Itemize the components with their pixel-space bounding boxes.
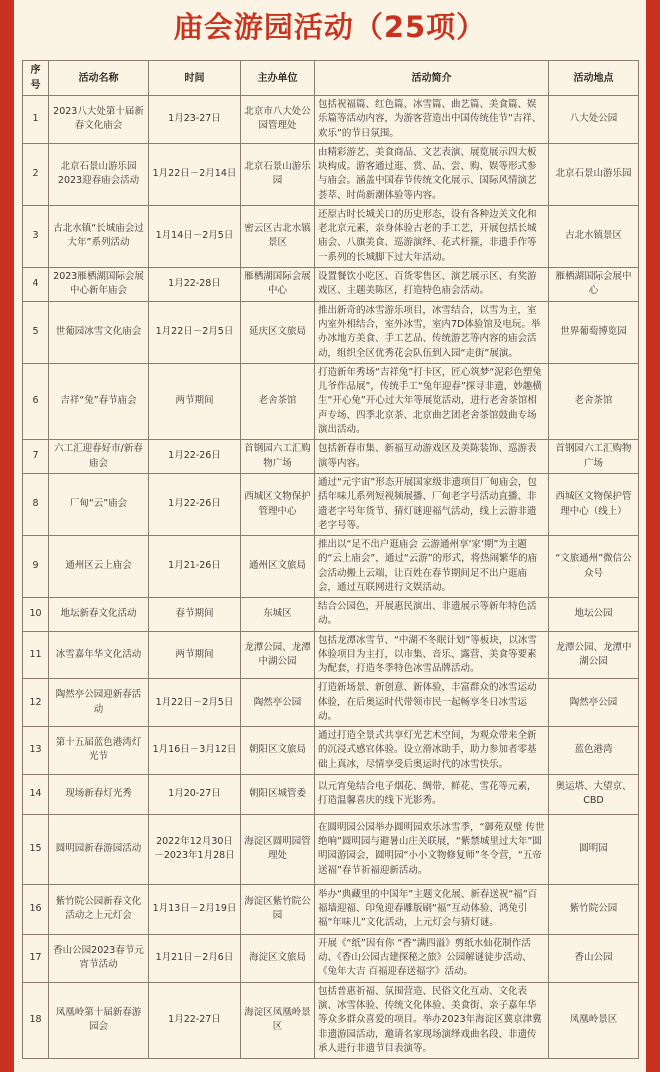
cell-host: 北京石景山游乐园 bbox=[241, 143, 315, 205]
cell-host: 海淀区文旅局 bbox=[241, 934, 315, 982]
cell-no: 12 bbox=[23, 679, 49, 727]
cell-time: 1月21-26日 bbox=[149, 536, 241, 598]
cell-venue: “文旅通州”微信公众号 bbox=[549, 536, 639, 598]
cell-name: 2023雁栖湖国际会展中心新年庙会 bbox=[49, 267, 149, 301]
cell-venue: 地坛公园 bbox=[549, 598, 639, 632]
header-name: 活动名称 bbox=[49, 61, 149, 96]
cell-no: 7 bbox=[23, 440, 49, 474]
cell-time: 1月16日－3月12日 bbox=[149, 727, 241, 775]
table-row bbox=[23, 474, 639, 536]
cell-host: 龙潭公园、龙潭中湖公园 bbox=[241, 631, 315, 679]
cell-venue: 雁栖湖国际会展中心 bbox=[549, 267, 639, 301]
cell-no: 9 bbox=[23, 536, 49, 598]
cell-time: 1月22-27日 bbox=[149, 982, 241, 1058]
cell-name: 古北水镇“长城庙会过大年”系列活动 bbox=[49, 205, 149, 267]
cell-no: 6 bbox=[23, 363, 49, 439]
cell-name: 圆明园新春游园活动 bbox=[49, 814, 149, 884]
cell-name: 凤凰岭第十届新春游园会 bbox=[49, 982, 149, 1058]
cell-time: 1月14日－2月5日 bbox=[149, 205, 241, 267]
table-row bbox=[23, 301, 639, 363]
table-row bbox=[23, 631, 639, 679]
cell-name: 陶然亭公园迎新春活动 bbox=[49, 679, 149, 727]
cell-host: 朝阳区城管委 bbox=[241, 774, 315, 814]
cell-desc: 包括龙潭冰雪节、“中湖不冬眠计划”等板块，以冰雪体验项目为主打，以市集、音乐、露营、美食等要素为配套，打造冬季特色冰雪品牌活动。 bbox=[315, 631, 549, 679]
cell-name: 紫竹院公园新春文化活动之上元灯会 bbox=[49, 884, 149, 934]
cell-venue: 北京石景山游乐园 bbox=[549, 143, 639, 205]
cell-no: 15 bbox=[23, 814, 49, 884]
cell-time: 2022年12月30日－2023年1月28日 bbox=[149, 814, 241, 884]
cell-venue: 圆明园 bbox=[549, 814, 639, 884]
cell-time: 1月22日－2月14日 bbox=[149, 143, 241, 205]
cell-desc: 推出以“足不出户逛庙会 云游通州享‘家’期”为主题的“云上庙会”，通过“云游”的形式，将热闹繁华的庙会活动搬上云端，让百姓在春节期间足不出户逛庙会，通过互联网进行文娱活动。 bbox=[315, 536, 549, 598]
page-title: 庙会游园活动（25项） bbox=[173, 10, 487, 44]
table-row bbox=[23, 982, 639, 1058]
cell-time: 1月20-27日 bbox=[149, 774, 241, 814]
cell-host: 东城区 bbox=[241, 598, 315, 632]
cell-host: 朝阳区文旅局 bbox=[241, 727, 315, 775]
cell-venue: 老舍茶馆 bbox=[549, 363, 639, 439]
cell-desc: 通过打造全景式共享灯光艺术空间，为观众带来全新的沉浸式感官体验。设立滑冰助手，助力参加者零基础上真冰，尽情享受后奥运时代的冰雪快乐。 bbox=[315, 727, 549, 775]
cell-venue: 八大处公园 bbox=[549, 96, 639, 144]
cell-time: 1月22-26日 bbox=[149, 474, 241, 536]
cell-desc: 举办“典藏里的中国年”主题文化展、新春送祝“福”百福墙迎福、印兔迎春雕版刷“福”互动体验、鸿兔引福“年味儿”文化活动，上元灯会与猜灯谜。 bbox=[315, 884, 549, 934]
cell-venue: 世界葡萄博览园 bbox=[549, 301, 639, 363]
cell-host: 雁栖湖国际会展中心 bbox=[241, 267, 315, 301]
cell-desc: 包括普惠祈福、氛围营造、民俗文化互动、文化表演、冰雪体验、传统文化体验、美食街、亲子嘉年华等众多群众喜爱的项目。举办2023年海淀区冀京津冀非遗游园活动，邀请名家现场演绎戏曲名段、非遗传承人进行非遗节目表演等。 bbox=[315, 982, 549, 1058]
table-row bbox=[23, 884, 639, 934]
cell-desc: 由精彩游艺、美食商品、文艺表演、展览展示四大板块构成。游客通过逛、赏、品、尝、购、娱等形式参与庙会。涵盖中国春节传统文化展示、国际风情演艺荟萃、时尚新潮体验等内容。 bbox=[315, 143, 549, 205]
header-no: 序号 bbox=[23, 61, 49, 96]
cell-venue: 陶然亭公园 bbox=[549, 679, 639, 727]
cell-host: 海淀区凤凰岭景区 bbox=[241, 982, 315, 1058]
cell-host: 老舍茶馆 bbox=[241, 363, 315, 439]
cell-host: 密云区古北水镇景区 bbox=[241, 205, 315, 267]
cell-host: 海淀区圆明园管理处 bbox=[241, 814, 315, 884]
cell-name: 吉祥“兔”春节庙会 bbox=[49, 363, 149, 439]
cell-time: 两节期间 bbox=[149, 631, 241, 679]
cell-time: 1月22-26日 bbox=[149, 440, 241, 474]
cell-venue: 蓝色港湾 bbox=[549, 727, 639, 775]
cell-host: 延庆区文旅局 bbox=[241, 301, 315, 363]
cell-time: 1月22日－2月5日 bbox=[149, 301, 241, 363]
cell-time: 1月22-28日 bbox=[149, 267, 241, 301]
table-row bbox=[23, 598, 639, 632]
header-venue: 活动地点 bbox=[549, 61, 639, 96]
cell-host: 通州区文旅局 bbox=[241, 536, 315, 598]
cell-name: 厂甸“云”庙会 bbox=[49, 474, 149, 536]
cell-desc: 打造新年秀场“吉祥兔”打卡区，匠心筑梦“泥彩色塑兔儿爷作品展”，传统手工“兔年迎春”探寻非遗，妙趣横生“开心兔”开心过大年等展览活动，进行老舍茶馆相声专场、四季北京茶、北京曲艺团老舍茶馆鼓曲专场演出活动。 bbox=[315, 363, 549, 439]
cell-host: 海淀区紫竹院公园 bbox=[241, 884, 315, 934]
cell-desc: 包括新春市集、新福互动游戏区及美陈装饰、巡游表演等内容。 bbox=[315, 440, 549, 474]
cell-no: 4 bbox=[23, 267, 49, 301]
cell-desc: 包括祝福篇、红色篇、冰雪篇、曲艺篇、美食篇、娱乐篇等活动内容，为游客营造出中国传统佳节“吉祥、欢乐”的节日氛围。 bbox=[315, 96, 549, 144]
cell-desc: 推出新奇的冰雪游乐项目，冰雪结合，以雪为主，室内室外相结合，室外冰雪，室内7D体验馆及电玩。举办冰地方美食、手工艺品、传统游艺等内容的庙会活动，组织全区优秀花会队伍到入园“走街”展演。 bbox=[315, 301, 549, 363]
cell-no: 5 bbox=[23, 301, 49, 363]
cell-venue: 奥运塔、大望京、CBD bbox=[549, 774, 639, 814]
table-row bbox=[23, 774, 639, 814]
cell-no: 16 bbox=[23, 884, 49, 934]
cell-time: 1月13日－2月19日 bbox=[149, 884, 241, 934]
cell-name: 六工汇迎春好市/新春庙会 bbox=[49, 440, 149, 474]
cell-venue: 古北水镇景区 bbox=[549, 205, 639, 267]
cell-desc: 还原古时长城关口的历史形态，设有各种边关文化和老北京元素，亲身体验古老的手工艺，开展包括长城庙会、八旗美食、巡游演绎、花式杆箍，非遗手作等一系列的长城脚下过大年活动。 bbox=[315, 205, 549, 267]
cell-no: 8 bbox=[23, 474, 49, 536]
cell-no: 2 bbox=[23, 143, 49, 205]
cell-desc: 设置餐饮小吃区、百货零售区、演艺展示区、有奖游戏区、主题美陈区，打造特色庙会活动。 bbox=[315, 267, 549, 301]
cell-time: 春节期间 bbox=[149, 598, 241, 632]
header-time: 时间 bbox=[149, 61, 241, 96]
cell-desc: 结合公园色，开展惠民演出、非遗展示等新年特色活动。 bbox=[315, 598, 549, 632]
table-row bbox=[23, 96, 639, 144]
cell-desc: 在圆明园公园举办圆明园欢乐冰雪季，“御苑双璧 传世绝响”圆明园与避暑山庄关联展，“紫禁城里过大年”圆明园游园会，圆明园“小小文物修复师”冬令营，“五帝送福”春节祈福迎新活动。 bbox=[315, 814, 549, 884]
table-row bbox=[23, 679, 639, 727]
cell-host: 北京市八大处公园管理处 bbox=[241, 96, 315, 144]
cell-name: 第十五届蓝色港湾灯光节 bbox=[49, 727, 149, 775]
cell-name: 现场新春灯光秀 bbox=[49, 774, 149, 814]
cell-time: 1月21日－2月6日 bbox=[149, 934, 241, 982]
cell-name: 香山公园2023春节元宵节活动 bbox=[49, 934, 149, 982]
cell-host: 首钢园六工汇购物广场 bbox=[241, 440, 315, 474]
cell-venue: 首钢园六工汇购物广场 bbox=[549, 440, 639, 474]
cell-no: 3 bbox=[23, 205, 49, 267]
document-sheet bbox=[14, 0, 646, 1072]
cell-venue: 紫竹院公园 bbox=[549, 884, 639, 934]
cell-time: 1月23-27日 bbox=[149, 96, 241, 144]
cell-name: 地坛新春文化活动 bbox=[49, 598, 149, 632]
table-row bbox=[23, 934, 639, 982]
cell-name: 世葡园冰雪文化庙会 bbox=[49, 301, 149, 363]
table-row bbox=[23, 440, 639, 474]
cell-desc: 打造新场景、新创意、新体验，丰富群众的冰雪运动体验，在后奥运时代带领市民一起畅享冬日冰雪运动。 bbox=[315, 679, 549, 727]
cell-name: 冰雪嘉年华文化活动 bbox=[49, 631, 149, 679]
table-row bbox=[23, 205, 639, 267]
cell-no: 14 bbox=[23, 774, 49, 814]
table-row bbox=[23, 727, 639, 775]
cell-name: 通州区云上庙会 bbox=[49, 536, 149, 598]
cell-host: 陶然亭公园 bbox=[241, 679, 315, 727]
cell-no: 11 bbox=[23, 631, 49, 679]
cell-no: 10 bbox=[23, 598, 49, 632]
header-host: 主办单位 bbox=[241, 61, 315, 96]
cell-no: 18 bbox=[23, 982, 49, 1058]
cell-no: 1 bbox=[23, 96, 49, 144]
cell-no: 17 bbox=[23, 934, 49, 982]
cell-time: 1月22日－2月5日 bbox=[149, 679, 241, 727]
table-row bbox=[23, 814, 639, 884]
cell-no: 13 bbox=[23, 727, 49, 775]
table-row bbox=[23, 363, 639, 439]
cell-venue: 西城区文物保护管理中心（线上） bbox=[549, 474, 639, 536]
cell-desc: 通过“元宇宙”形态开展国家级非遗项目厂甸庙会，包括年味儿系列短视频展播、厂甸老字号活动直播、非遗老字号年货节、猜灯谜迎福气活动，线上云游非遗老字号等。 bbox=[315, 474, 549, 536]
cell-venue: 龙潭公园、龙潭中湖公园 bbox=[549, 631, 639, 679]
cell-desc: 以元宵兔结合电子烟花、绸带、鲜花、雪花等元素，打造温馨喜庆的线下光影秀。 bbox=[315, 774, 549, 814]
cell-venue: 香山公园 bbox=[549, 934, 639, 982]
cell-name: 北京石景山游乐园2023迎春庙会活动 bbox=[49, 143, 149, 205]
table-row bbox=[23, 143, 639, 205]
header-desc: 活动简介 bbox=[315, 61, 549, 96]
cell-name: 2023八大处第十届新春文化庙会 bbox=[49, 96, 149, 144]
cell-desc: 开展《“纸”因有你 “香”满四溢》剪纸水仙花制作活动、《香山公园古建探秘之旅》公园解谜徒步活动、《兔年大吉 百福迎春送福字》活动。 bbox=[315, 934, 549, 982]
table-row bbox=[23, 536, 639, 598]
table-header-row bbox=[23, 61, 639, 96]
cell-host: 西城区文物保护管理中心 bbox=[241, 474, 315, 536]
table-row bbox=[23, 267, 639, 301]
cell-venue: 凤凰岭景区 bbox=[549, 982, 639, 1058]
cell-time: 两节期间 bbox=[149, 363, 241, 439]
activity-table bbox=[22, 60, 639, 1059]
